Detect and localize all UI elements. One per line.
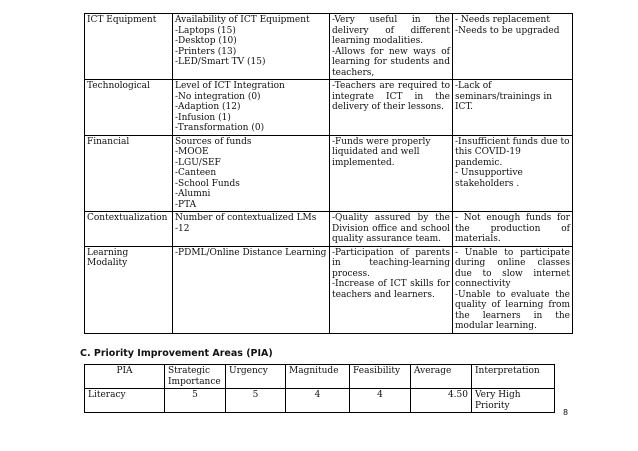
table-cell: 5 (165, 389, 226, 413)
table-cell: 4 (350, 389, 411, 413)
table-cell: Number of contextualized LMs -12 (173, 212, 330, 247)
table-row (85, 212, 573, 247)
table-cell: - Unable to participate during online classes due to slow internet connectivity -Unable to evaluate the quality of learning from the learners in the modular learning. (453, 246, 573, 333)
column-header: Strategic Importance (165, 365, 226, 389)
table-row (85, 389, 555, 413)
table-row (85, 246, 573, 333)
table-cell: Level of ICT Integration -No integration (0) -Adaption (12) -Infusion (1) -Transformation (0) (173, 80, 330, 136)
table-cell: Availability of ICT Equipment -Laptops (15) -Desktop (10) -Printers (13) -LED/Smart TV (15) (173, 14, 330, 80)
column-header: Interpretation (472, 365, 555, 389)
table-cell: - Needs replacement -Needs to be upgraded (453, 14, 573, 80)
column-header: Average (411, 365, 472, 389)
table-row (85, 135, 573, 212)
priority-table (84, 364, 555, 413)
table-cell: -Very useful in the delivery of different learning modalities. -Allows for new ways of learning for students and teachers, (330, 14, 453, 80)
table-header-row (85, 365, 555, 389)
table-cell: Very High Priority (472, 389, 555, 413)
column-header: PIA (85, 365, 165, 389)
column-header: Urgency (226, 365, 286, 389)
table-cell: -Quality assured by the Division office and school quality assurance team. (330, 212, 453, 247)
table-cell: 5 (226, 389, 286, 413)
table-cell: 4 (286, 389, 350, 413)
table-cell: -Funds were properly liquidated and well implemented. (330, 135, 453, 212)
table-cell: Financial (85, 135, 173, 212)
section-heading: C. Priority Improvement Areas (PIA) (80, 348, 273, 359)
table-cell: -PDML/Online Distance Learning (173, 246, 330, 333)
assessment-table (84, 13, 573, 334)
table-cell: Sources of funds -MOOE -LGU/SEF -Canteen -School Funds -Alumni -PTA (173, 135, 330, 212)
table-cell: -Lack of seminars/trainings in ICT. (453, 80, 573, 136)
table-row (85, 14, 573, 80)
table-cell: ICT Equipment (85, 14, 173, 80)
table-cell: Learning Modality (85, 246, 173, 333)
column-header: Magnitude (286, 365, 350, 389)
table-cell: -Teachers are required to integrate ICT in the delivery of their lessons. (330, 80, 453, 136)
table-cell: 4.50 (411, 389, 472, 413)
column-header: Feasibility (350, 365, 411, 389)
table-cell: Literacy (85, 389, 165, 413)
page-number: 8 (563, 408, 569, 417)
table-cell: Contextualization (85, 212, 173, 247)
table-cell: Technological (85, 80, 173, 136)
table-cell: -Insufficient funds due to this COVID-19 pandemic. - Unsupportive stakeholders . (453, 135, 573, 212)
table-cell: - Not enough funds for the production of materials. (453, 212, 573, 247)
table-row (85, 80, 573, 136)
table-cell: -Participation of parents in teaching-learning process. -Increase of ICT skills for teachers and learners. (330, 246, 453, 333)
